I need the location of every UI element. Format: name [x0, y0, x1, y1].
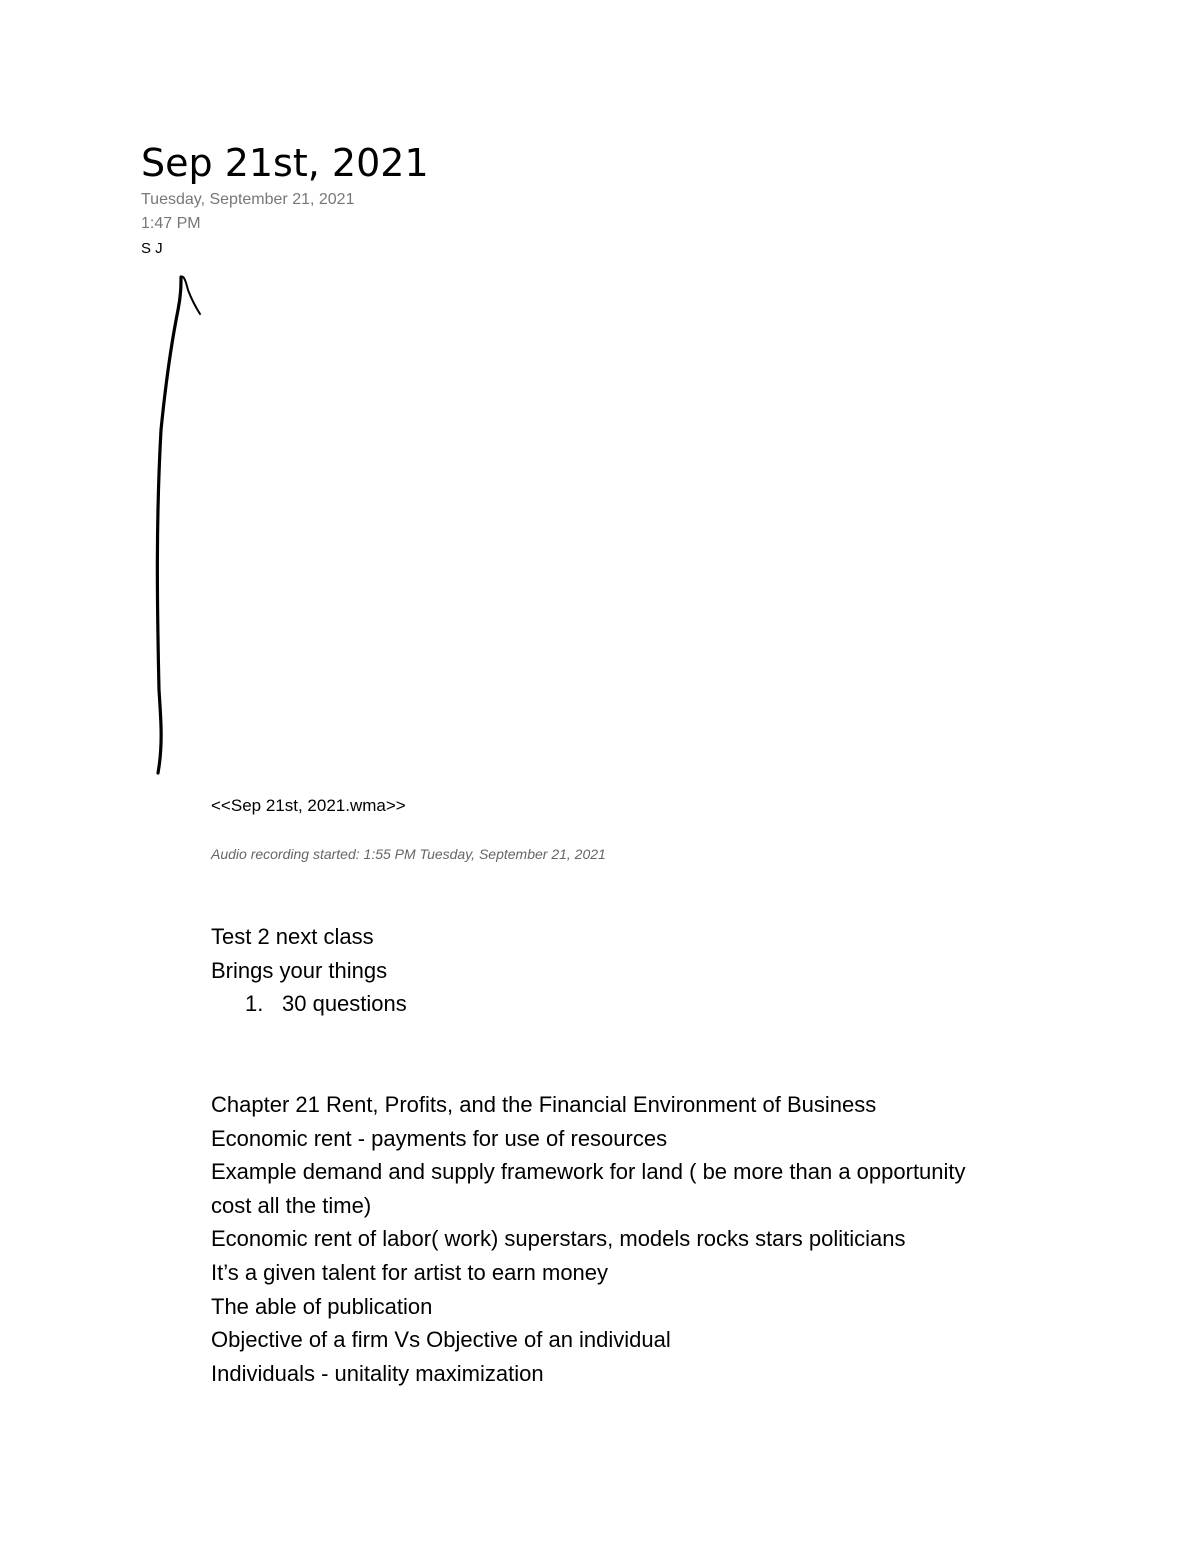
note-line: It’s a given talent for artist to earn money: [211, 1259, 609, 1285]
ink-stroke-shaft: [157, 277, 181, 773]
page-title: Sep 21st, 2021: [141, 141, 429, 185]
page-date: Tuesday, September 21, 2021: [141, 191, 355, 208]
notes-chapter: [211, 1088, 1111, 1390]
audio-recording-note: Audio recording started: 1:55 PM Tuesday, September 21, 2021: [211, 846, 606, 862]
note-line: Individuals - unitality maximization: [211, 1360, 544, 1386]
note-line: Objective of a firm Vs Objective of an individual: [211, 1327, 671, 1353]
list-item: [211, 987, 407, 1021]
note-line: Test 2 next class: [211, 924, 374, 949]
list-text: 30 questions: [282, 991, 407, 1017]
note-line: Economic rent - payments for use of resources: [211, 1125, 668, 1151]
note-line: Example demand and supply framework for land ( be more than a opportunity cost all the time): [211, 1159, 966, 1218]
page-author: S J: [141, 240, 163, 257]
page-time: 1:47 PM: [141, 215, 201, 232]
note-line: Economic rent of labor( work) superstars, models rocks stars politicians: [211, 1226, 906, 1252]
chapter-heading: Chapter 21 Rent, Profits, and the Financial Environment of Business: [211, 1092, 877, 1117]
note-line: The able of publication: [211, 1293, 433, 1319]
audio-file-link[interactable]: <<Sep 21st, 2021.wma>>: [211, 796, 406, 815]
notes-intro: [211, 920, 407, 1021]
ink-stroke-head: [181, 277, 200, 314]
note-line: Brings your things: [211, 957, 388, 983]
list-number: 1.: [245, 991, 264, 1017]
